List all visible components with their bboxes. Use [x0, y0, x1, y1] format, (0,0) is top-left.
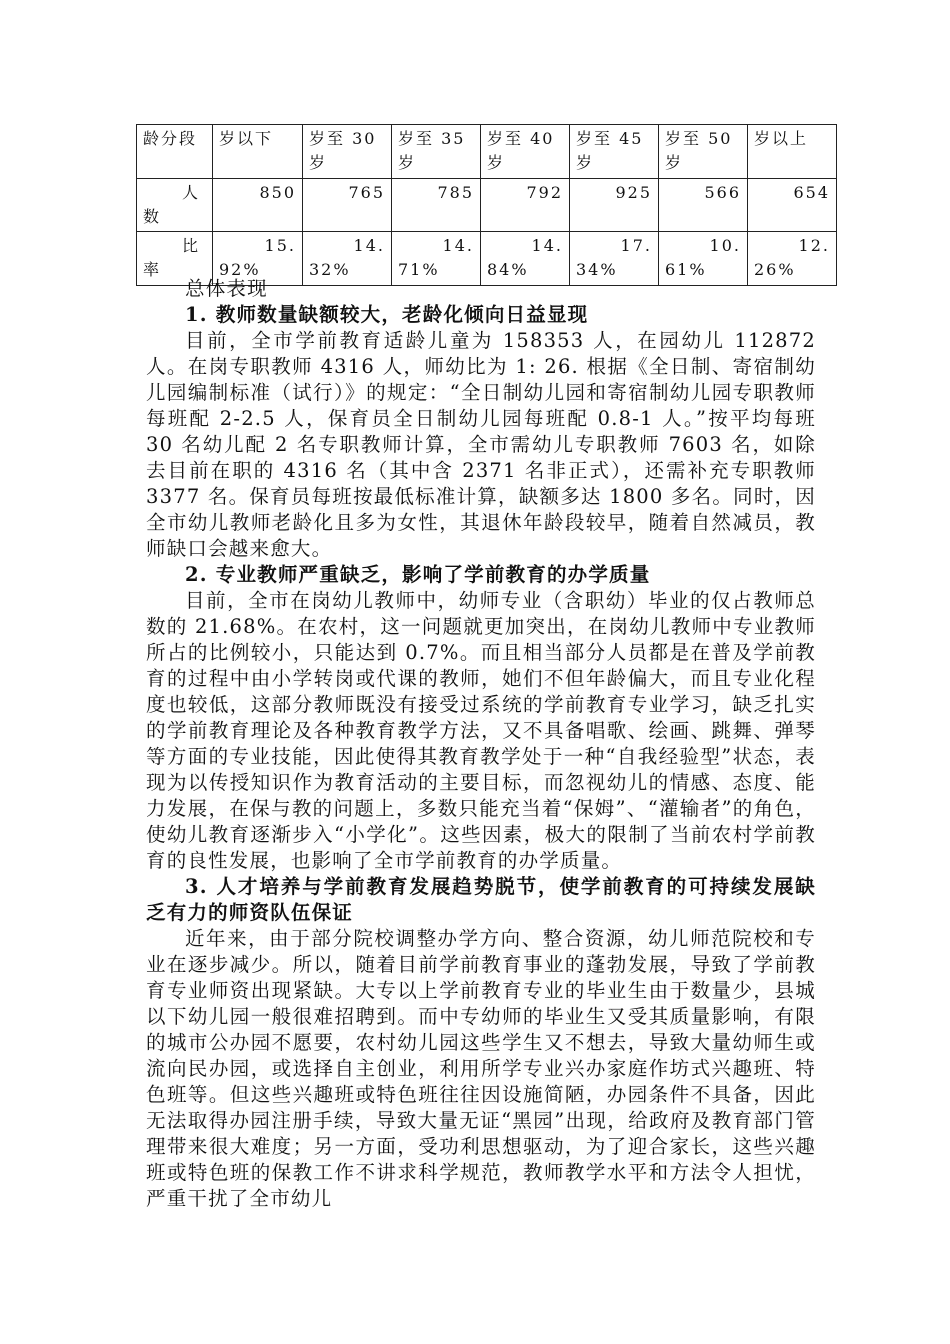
table-cell: 785: [392, 179, 481, 232]
row-label-part: 人: [181, 183, 200, 202]
cell-part: 10.: [709, 236, 741, 255]
table-cell: 925: [570, 179, 659, 232]
heading-1: 1. 教师数量缺额较大，老龄化倾向日益显现: [185, 303, 589, 326]
table-cell: 岁以上: [748, 125, 837, 179]
table-cell: 岁至 35 岁: [392, 125, 481, 179]
cell-part: 12.: [798, 236, 830, 255]
table-cell: 654: [748, 179, 837, 232]
table-row: [137, 125, 837, 179]
document-body: [146, 276, 816, 1212]
table-cell: 岁至 40 岁: [481, 125, 570, 179]
cell-part: 15.: [264, 236, 296, 255]
table-cell: 龄分段: [137, 125, 213, 179]
heading-3: 3. 人才培养与学前教育发展趋势脱节，使学前教育的可持续发展缺乏有力的师资队伍保证: [146, 875, 816, 924]
section-title: 总体表现: [185, 277, 268, 300]
table-cell: 岁至 45 岁: [570, 125, 659, 179]
cell-part: 34%: [576, 260, 618, 279]
cell-part: 26%: [754, 260, 796, 279]
cell-part: 84%: [487, 260, 529, 279]
table-cell: 岁至 50 岁: [659, 125, 748, 179]
table-cell: 792: [481, 179, 570, 232]
row-label-part: 数: [143, 207, 162, 226]
paragraph-2: 目前，全市在岗幼儿教师中，幼师专业（含职幼）毕业的仅占教师总数的 21.68%。在农村，这一问题就更加突出，在岗幼儿教师中专业教师所占的比例较小，只能达到 0.7%。而且相当部分人员都是在普及学前教育的过程中由小学转岗或代课的教师，她们不但年龄偏大，而且专业化程度也较低，这部分教师既没有接受过系统的学前教育专业学习，缺乏扎实的学前教育理论及各种教育教学方法，又不具备唱歌、绘画、跳舞、弹琴等方面的专业技能，因此使得其教育教学处于一种“自我经验型”状态，表现为以传授知识作为教育活动的主要目标，而忽视幼儿的情感、态度、能力发展，在保与教的问题上，多数只能充当着“保姆”、“灌输者”的角色，使幼儿教育逐渐步入“小学化”。这些因素，极大的限制了当前农村学前教育的良性发展，也影响了全市学前教育的办学质量。: [146, 589, 816, 872]
age-distribution-table: [136, 124, 837, 286]
cell-part: 71%: [398, 260, 440, 279]
row-label-part: 比: [181, 236, 200, 255]
heading-2: 2. 专业教师严重缺乏，影响了学前教育的办学质量: [185, 563, 651, 586]
table-cell: 岁以下: [213, 125, 303, 179]
cell-part: 17.: [620, 236, 652, 255]
table-cell: 岁至 30 岁: [303, 125, 392, 179]
cell-part: 32%: [309, 260, 351, 279]
cell-part: 14.: [442, 236, 474, 255]
table-row: [137, 179, 837, 232]
table-cell: 566: [659, 179, 748, 232]
cell-part: 92%: [219, 260, 261, 279]
paragraph-3: 近年来，由于部分院校调整办学方向、整合资源，幼儿师范院校和专业在逐步减少。所以，随着目前学前教育事业的蓬勃发展，导致了学前教育专业师资出现紧缺。大专以上学前教育专业的毕业生由于数量少，县城以下幼儿园一般很难招聘到。而中专幼师的毕业生又受其质量影响，有限的城市公办园不愿要，农村幼儿园这些学生又不想去，导致大量幼师生或流向民办园，或选择自主创业，利用所学专业兴办家庭作坊式兴趣班、特色班等。但这些兴趣班或特色班往往因设施简陋，办园条件不具备，因此无法取得办园注册手续，导致大量无证“黑园”出现，给政府及教育部门管理带来很大难度；另一方面，受功利思想驱动，为了迎合家长，这些兴趣班或特色班的保教工作不讲求科学规范，教师教学水平和方法令人担忧，严重干扰了全市幼儿: [146, 927, 816, 1210]
table-row-label: [137, 179, 213, 232]
cell-part: 14.: [353, 236, 385, 255]
table-cell: 765: [303, 179, 392, 232]
cell-part: 14.: [531, 236, 563, 255]
row-label-part: 率: [143, 260, 162, 279]
table-cell: 850: [213, 179, 303, 232]
paragraph-1: 目前，全市学前教育适龄儿童为 158353 人，在园幼儿 112872 人。在岗专职教师 4316 人，师幼比为 1: 26. 根据《全日制、寄宿制幼儿园编制标准（试行）》的规定：“全日制幼儿园和寄宿制幼儿园专职教师每班配 2-2.5 人，保育员全日制幼儿园每班配 0.8-1 人。”按平均每班 30 名幼儿配 2 名专职教师计算，全市需幼儿专职教师 7603 名，如除去目前在职的 4316 名（其中含 2371 名非正式），还需补充专职教师 3377 名。保育员每班按最低标准计算，缺额多达 1800 多名。同时，因全市幼儿教师老龄化且多为女性，其退休年龄段较早，随着自然减员，教师缺口会越来愈大。: [146, 329, 816, 560]
cell-part: 61%: [665, 260, 707, 279]
